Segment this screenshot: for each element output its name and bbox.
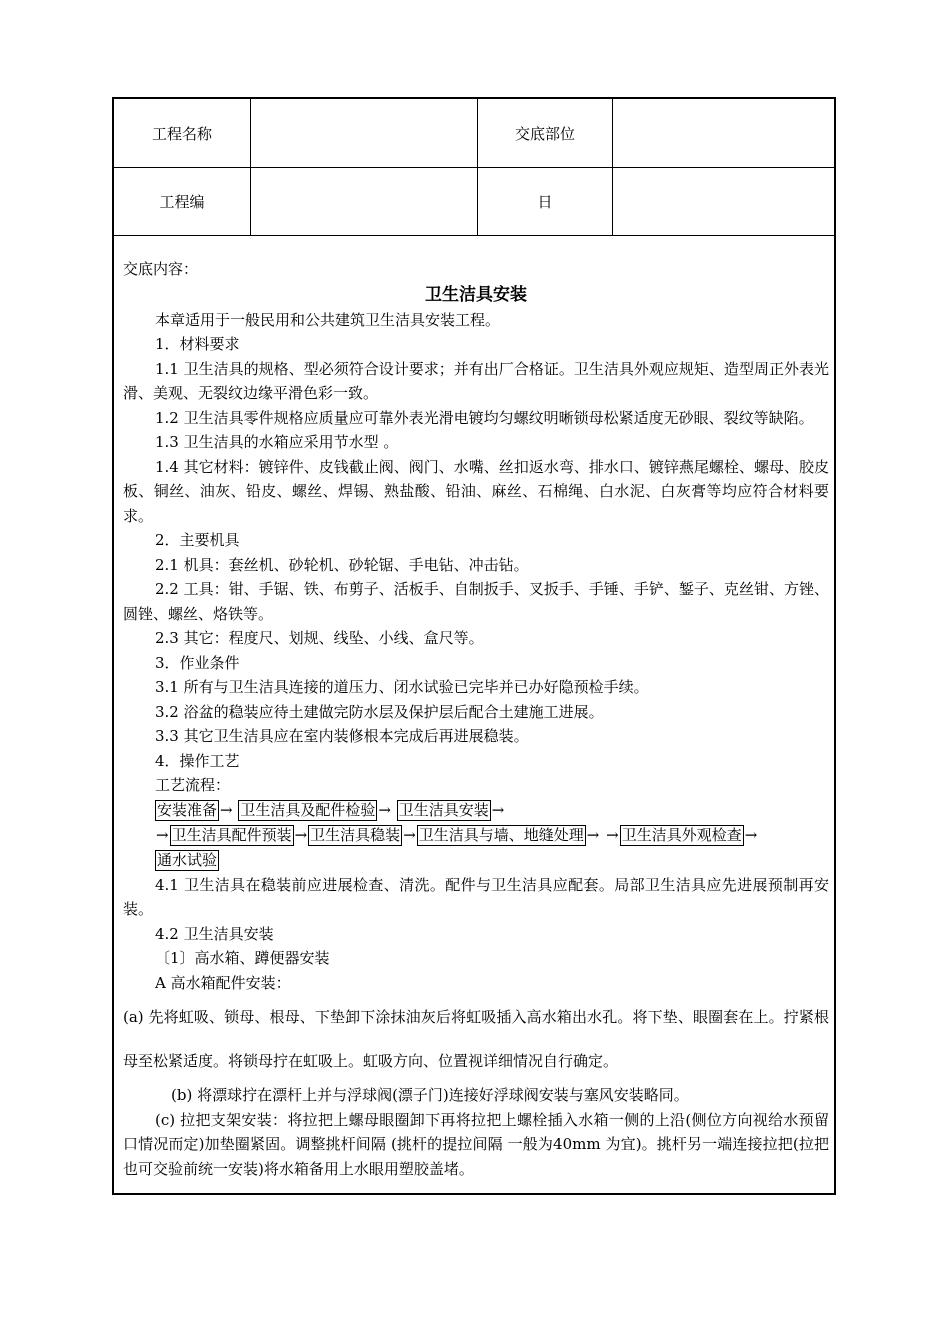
handover-part-label bbox=[478, 99, 613, 167]
paragraph-3-1: 3.1 所有与卫生洁具连接的道压力、闭水试验已完毕并已办好隐预检手续。 bbox=[155, 678, 649, 696]
flow-step-box: 卫生洁具配件预装 bbox=[171, 825, 292, 844]
paragraph-4-2-a-title: A 高水箱配件安装： bbox=[155, 973, 291, 992]
document-title: 卫生洁具安装 bbox=[425, 284, 527, 305]
paragraph-b: (b) 将漂球拧在漂杆上并与浮球阀(漂子门)连接好浮球阀安装与塞风安装略同。 bbox=[171, 1086, 689, 1104]
process-flow-line-3 bbox=[123, 848, 829, 873]
arrow-right-icon: → bbox=[606, 825, 619, 844]
flow-step-box: 通水试验 bbox=[157, 850, 218, 869]
arrow-right-icon: → bbox=[491, 800, 505, 819]
paragraph-1-2: 1.2 卫生洁具零件规格应质量应可靠外表光滑电镀均匀螺纹明晰锁母松紧适度无砂眼、裂纹等缺陷。 bbox=[155, 408, 814, 427]
handover-part-label-text: 交底部位 bbox=[514, 124, 575, 143]
handover-part-value bbox=[613, 99, 834, 167]
paragraph-4-2-1: 〔1〕高水箱、蹲便器安装 bbox=[155, 949, 330, 967]
arrow-right-icon: → bbox=[403, 825, 416, 844]
flow-step-box: 卫生洁具安装 bbox=[398, 800, 489, 819]
project-number-value bbox=[251, 167, 478, 235]
flow-step-box: 安装准备 bbox=[157, 800, 218, 819]
arrow-right-icon: → bbox=[586, 825, 600, 844]
section-heading-1: 1．材料要求 bbox=[155, 335, 240, 353]
header-row-2 bbox=[114, 167, 834, 236]
paragraph-4-1: 4.1 卫生洁具在稳装前应进展检查、清洗。配件与卫生洁具应配套。局部卫生洁具应先进展预制再安装。 bbox=[123, 875, 829, 918]
flow-step-box: 卫生洁具与墙、地缝处理 bbox=[418, 825, 584, 844]
handover-form bbox=[112, 97, 836, 1195]
arrow-right-icon: → bbox=[156, 825, 169, 844]
process-flow-line-1 bbox=[123, 798, 829, 823]
project-name-value bbox=[251, 99, 478, 167]
paragraph-c: (c) 拉把支架安装：将拉把上螺母眼圈卸下再将拉把上螺栓插入水箱一侧的上沿(侧位方向视给水预留口情况而定)加垫圈紧固。调整挑杆间隔 (挑杆的提拉间隔 一般为40mm 为宜)。挑杆另一端连接拉把(拉把也可交验前统一安装)将水箱备用上水眼用塑胶盖堵。 bbox=[123, 1110, 829, 1178]
project-number-label-text: 工程编 bbox=[159, 192, 205, 211]
paragraph-2-3: 2.3 其它：程度尺、划规、线坠、小线、盒尺等。 bbox=[155, 629, 484, 647]
date-label-text: 日 bbox=[537, 192, 553, 211]
flow-step-box: 卫生洁具稳装 bbox=[310, 825, 401, 844]
project-number-label bbox=[114, 167, 251, 235]
intro-label: 交底内容： bbox=[123, 260, 199, 278]
flow-label: 工艺流程： bbox=[155, 776, 231, 794]
project-name-label bbox=[114, 99, 251, 167]
section-heading-3: 3．作业条件 bbox=[155, 653, 240, 672]
flow-step-box: 卫生洁具外观检查 bbox=[621, 825, 742, 844]
section-heading-4: 4．操作工艺 bbox=[155, 751, 240, 770]
arrow-right-icon: → bbox=[744, 825, 758, 844]
date-label bbox=[478, 167, 613, 235]
paragraph-a: (a) 先将虹吸、锁母、根母、下垫卸下涂抹油灰后将虹吸插入高水箱出水孔。将下垫、眼圈套在上。拧紧根母至松紧适度。将锁母拧在虹吸上。虹吸方向、位置视详细情况自行确定。 bbox=[123, 1008, 829, 1070]
arrow-right-icon: → bbox=[378, 800, 391, 819]
process-flow-line-2 bbox=[123, 823, 829, 848]
arrow-right-icon: → bbox=[220, 800, 233, 819]
paragraph-4-2: 4.2 卫生洁具安装 bbox=[155, 924, 274, 943]
paragraph-3-3: 3.3 其它卫生洁具应在室内装修根本完成后再进展稳装。 bbox=[155, 727, 529, 745]
paragraph-1-4: 1.4 其它材料：镀锌件、皮钱截止阀、阀门、水嘴、丝扣返水弯、排水口、镀锌燕尾螺栓、螺母、胶皮板、铜丝、油灰、铅皮、螺丝、焊锡、熟盐酸、铅油、麻丝、石棉绳、白水泥、白灰膏等均应符合材料要求。 bbox=[123, 457, 829, 525]
paragraph-1-3: 1.3 卫生洁具的水箱应采用节水型 。 bbox=[155, 433, 399, 451]
project-name-label-text: 工程名称 bbox=[151, 124, 212, 143]
scope-paragraph: 本章适用于一般民用和公共建筑卫生洁具安装工程。 bbox=[155, 310, 501, 329]
header-row-1 bbox=[114, 99, 834, 168]
paragraph-3-2: 3.2 浴盆的稳装应待土建做完防水层及保护层后配合土建施工进展。 bbox=[155, 702, 604, 721]
section-heading-2: 2．主要机具 bbox=[155, 531, 240, 549]
paragraph-2-1: 2.1 机具：套丝机、砂轮机、砂轮锯、手电钻、冲击钻。 bbox=[155, 555, 529, 574]
paragraph-1-1: 1.1 卫生洁具的规格、型必须符合设计要求；并有出厂合格证。卫生洁具外观应规矩、造型周正外表光滑、美观、无裂纹边缘平滑色彩一致。 bbox=[123, 359, 829, 402]
date-value bbox=[613, 167, 834, 235]
flow-step-box: 卫生洁具及配件检验 bbox=[240, 800, 376, 819]
arrow-right-icon: → bbox=[294, 825, 308, 844]
paragraph-2-2: 2.2 工具：钳、手锯、铁、布剪子、活板手、自制扳手、叉扳手、手锤、手铲、錾子、克丝钳、方锉、圆锉、螺丝、烙铁等。 bbox=[123, 580, 829, 623]
handover-content bbox=[123, 257, 829, 1181]
